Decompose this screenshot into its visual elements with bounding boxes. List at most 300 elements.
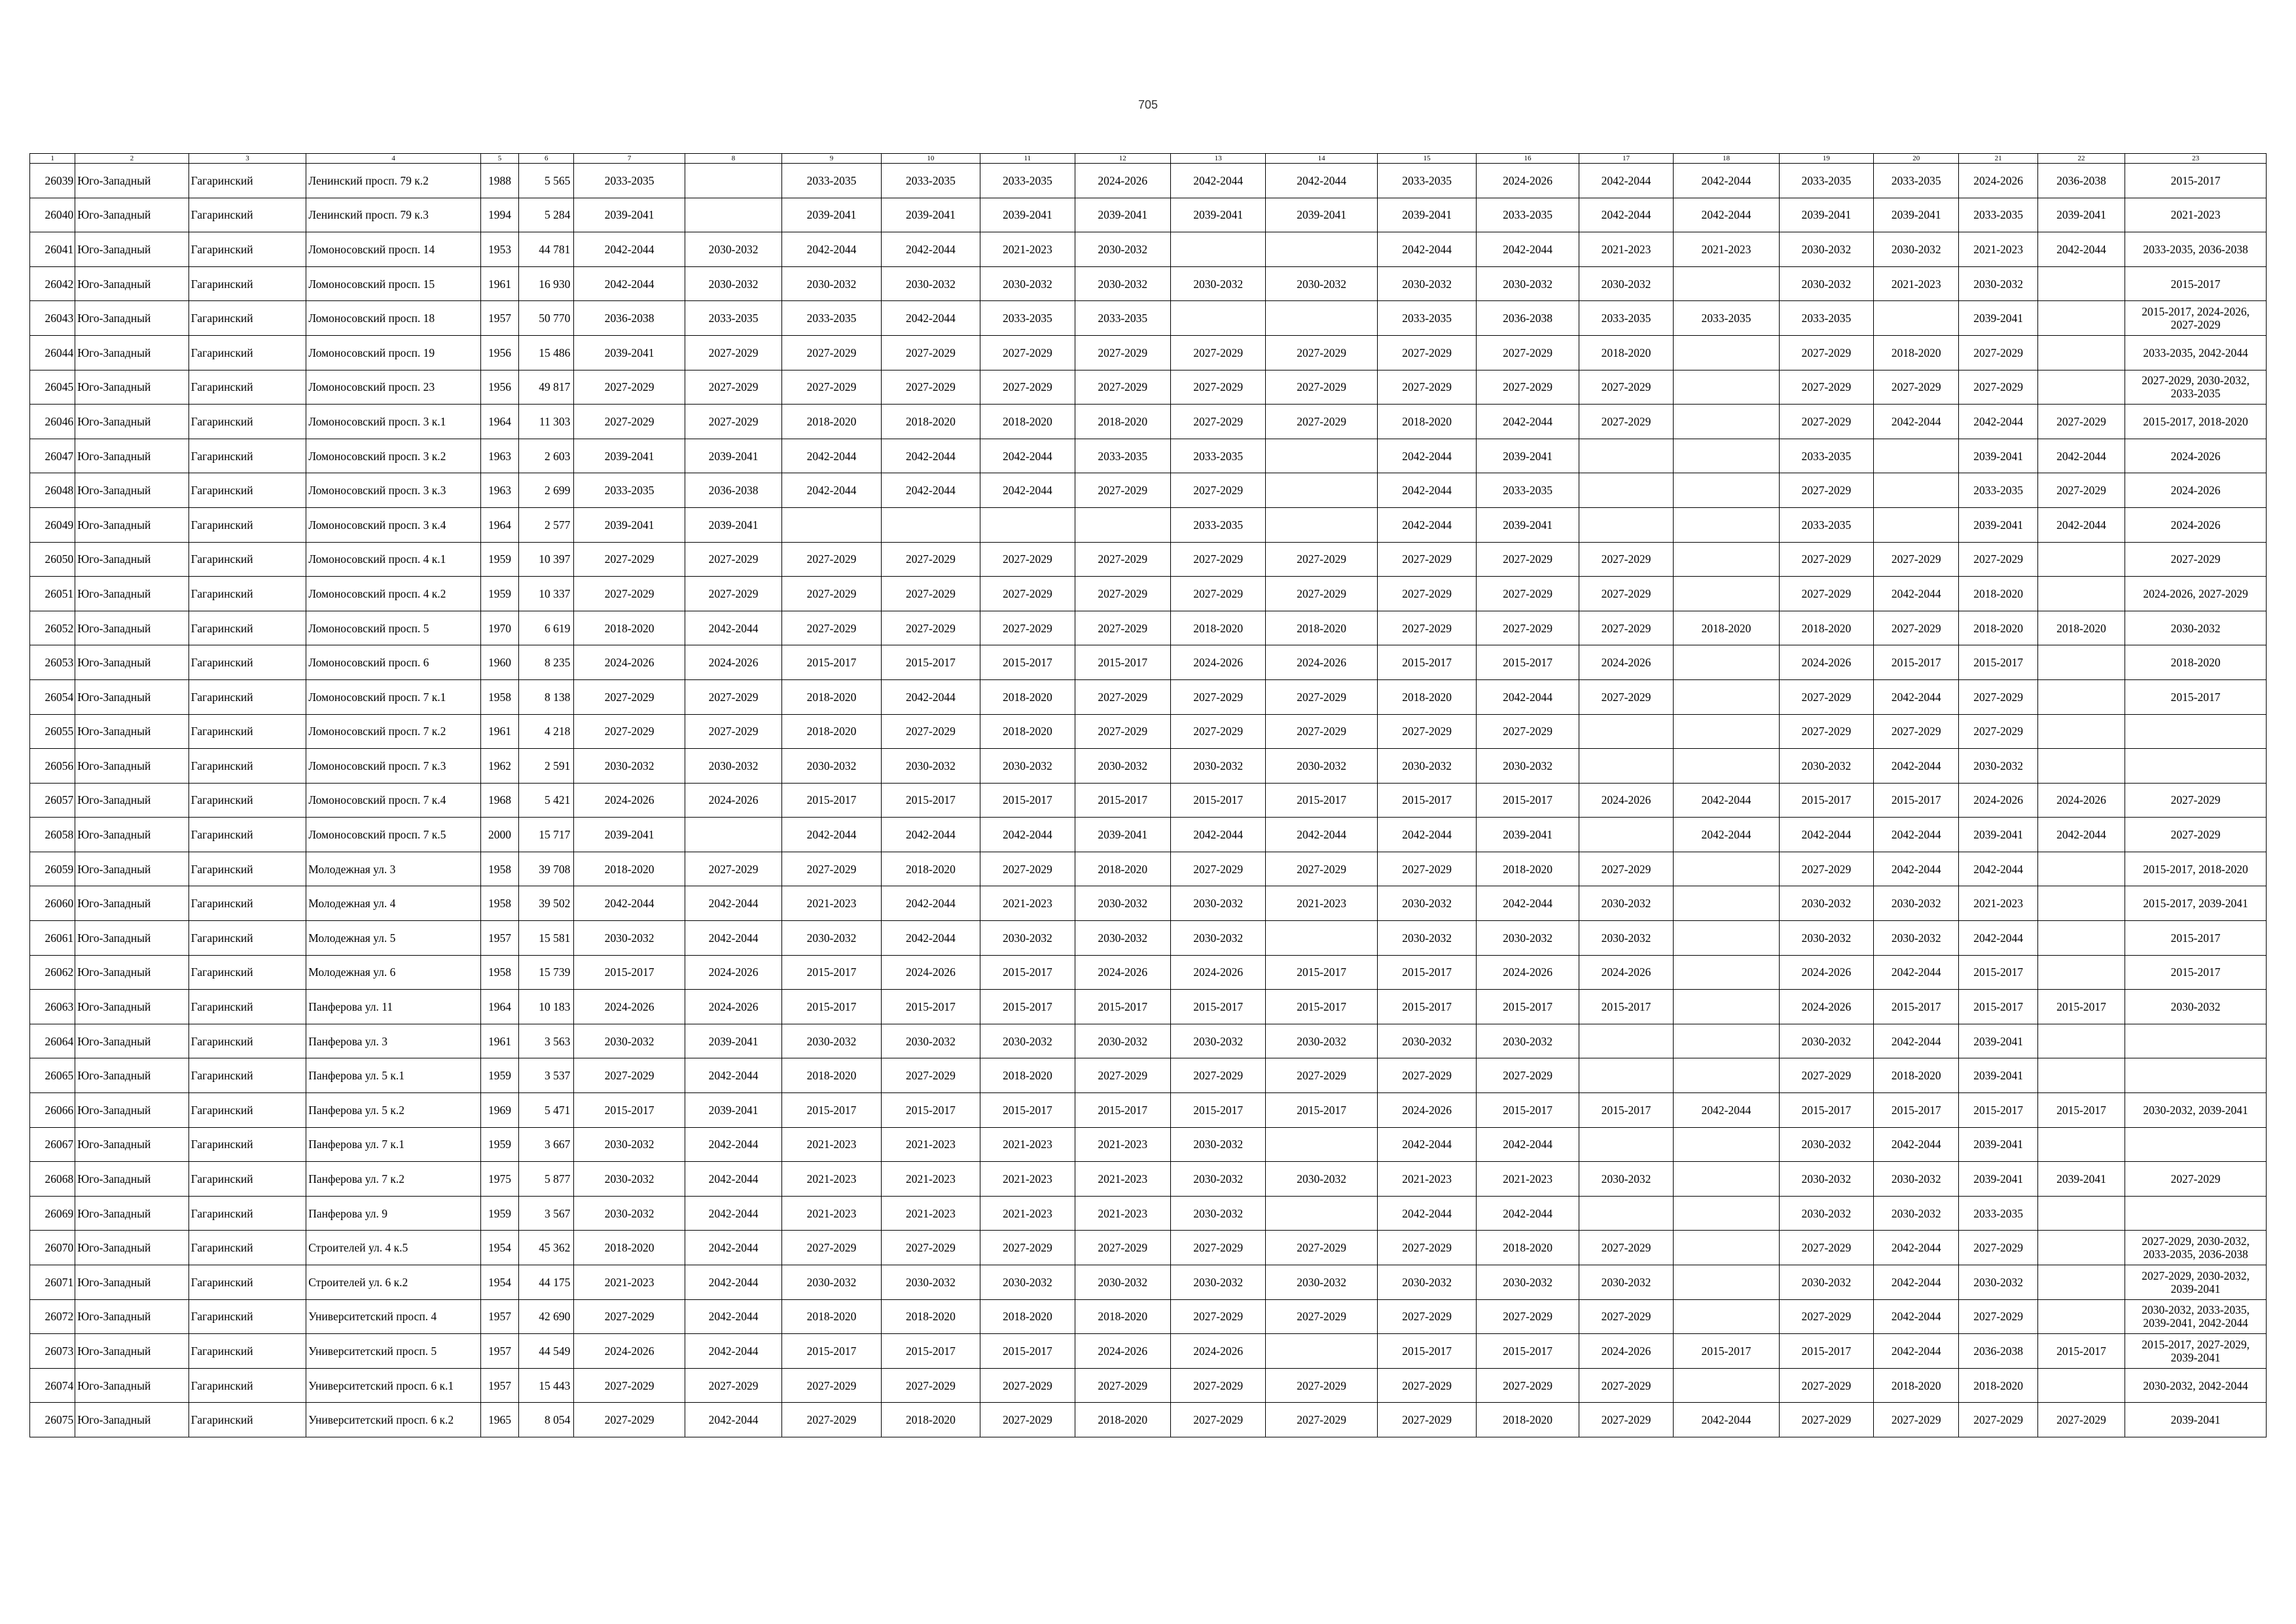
period-cell-col-11: 2021-2023: [980, 886, 1075, 921]
period-cell-col-14: 2027-2029: [1266, 714, 1377, 749]
address-cell: Университетский просп. 4: [306, 1299, 481, 1334]
period-cell-col-12: 2027-2029: [1075, 370, 1170, 405]
period-cell-col-18: [1674, 921, 1779, 956]
period-cell-col-21: 2021-2023: [1959, 886, 2037, 921]
period-cell-col-23: [2125, 1196, 2267, 1231]
period-cell-col-15: 2027-2029: [1377, 1058, 1476, 1093]
period-cell-col-19: 2039-2041: [1779, 198, 1873, 232]
period-cell-col-13: 2027-2029: [1170, 335, 1265, 370]
district-cell: Юго-Западный: [75, 370, 189, 405]
period-cell-col-18: [1674, 439, 1779, 473]
period-cell-col-9: 2027-2029: [782, 852, 881, 886]
period-cell-col-13: 2024-2026: [1170, 1334, 1265, 1369]
period-cell-col-11: 2027-2029: [980, 1231, 1075, 1265]
period-cell-col-19: 2030-2032: [1779, 886, 1873, 921]
district-cell: Юго-Западный: [75, 335, 189, 370]
period-cell-col-15: 2018-2020: [1377, 679, 1476, 714]
period-cell-col-10: 2021-2023: [881, 1196, 980, 1231]
table-row: [30, 679, 2267, 714]
record-id-cell: 26046: [30, 405, 75, 439]
period-cell-col-20: 2030-2032: [1874, 232, 1959, 267]
year-built-cell: 1958: [480, 852, 518, 886]
period-cell-col-16: 2018-2020: [1477, 852, 1579, 886]
period-cell-col-9: 2015-2017: [782, 645, 881, 680]
record-id-cell: 26056: [30, 749, 75, 784]
period-cell-col-13: 2039-2041: [1170, 198, 1265, 232]
period-cell-col-21: 2033-2035: [1959, 198, 2037, 232]
period-cell-col-19: 2030-2032: [1779, 1024, 1873, 1058]
address-cell: Ленинский просп. 79 к.3: [306, 198, 481, 232]
year-built-cell: 1959: [480, 542, 518, 577]
period-cell-col-15: 2027-2029: [1377, 852, 1476, 886]
column-number-2: 2: [75, 154, 189, 164]
year-built-cell: 1957: [480, 301, 518, 336]
column-number-10: 10: [881, 154, 980, 164]
area-cell: Гагаринский: [188, 473, 306, 508]
period-cell-col-22: 2042-2044: [2037, 507, 2125, 542]
floor-area-cell: 44 175: [519, 1265, 574, 1300]
period-cell-col-17: 2024-2026: [1579, 645, 1673, 680]
period-cell-col-21: 2015-2017: [1959, 645, 2037, 680]
period-cell-col-17: [1579, 473, 1673, 508]
period-cell-col-12: 2030-2032: [1075, 921, 1170, 956]
period-cell-col-18: 2042-2044: [1674, 198, 1779, 232]
period-cell-col-16: 2030-2032: [1477, 921, 1579, 956]
column-number-18: 18: [1674, 154, 1779, 164]
period-cell-col-16: 2027-2029: [1477, 370, 1579, 405]
address-cell: Молодежная ул. 3: [306, 852, 481, 886]
period-cell-col-8: 2030-2032: [685, 266, 781, 301]
period-cell-col-18: [1674, 645, 1779, 680]
period-cell-col-10: 2027-2029: [881, 335, 980, 370]
table-row: [30, 611, 2267, 645]
period-cell-col-13: 2030-2032: [1170, 749, 1265, 784]
period-cell-col-11: 2018-2020: [980, 1299, 1075, 1334]
period-cell-col-16: 2042-2044: [1477, 232, 1579, 267]
period-cell-col-16: 2015-2017: [1477, 1334, 1579, 1369]
period-cell-col-17: 2027-2029: [1579, 679, 1673, 714]
floor-area-cell: 2 577: [519, 507, 574, 542]
period-cell-col-21: 2042-2044: [1959, 852, 2037, 886]
period-cell-col-11: 2018-2020: [980, 405, 1075, 439]
area-cell: Гагаринский: [188, 645, 306, 680]
year-built-cell: 1963: [480, 439, 518, 473]
period-cell-col-9: 2015-2017: [782, 1334, 881, 1369]
period-cell-col-12: 2021-2023: [1075, 1162, 1170, 1197]
period-cell-col-13: 2015-2017: [1170, 1093, 1265, 1128]
district-cell: Юго-Западный: [75, 1334, 189, 1369]
period-cell-col-16: 2042-2044: [1477, 679, 1579, 714]
period-cell-col-12: [1075, 507, 1170, 542]
period-cell-col-20: 2042-2044: [1874, 818, 1959, 852]
period-cell-col-13: 2030-2032: [1170, 1162, 1265, 1197]
area-cell: Гагаринский: [188, 439, 306, 473]
period-cell-col-15: 2027-2029: [1377, 577, 1476, 611]
period-cell-col-10: 2030-2032: [881, 266, 980, 301]
address-cell: Университетский просп. 5: [306, 1334, 481, 1369]
period-cell-col-23: 2015-2017, 2018-2020: [2125, 405, 2267, 439]
district-cell: Юго-Западный: [75, 439, 189, 473]
floor-area-cell: 39 502: [519, 886, 574, 921]
period-cell-col-8: 2027-2029: [685, 577, 781, 611]
district-cell: Юго-Западный: [75, 818, 189, 852]
period-cell-col-18: [1674, 990, 1779, 1024]
year-built-cell: 1994: [480, 198, 518, 232]
period-cell-col-14: 2027-2029: [1266, 335, 1377, 370]
period-cell-col-12: 2024-2026: [1075, 955, 1170, 990]
period-cell-col-18: [1674, 335, 1779, 370]
period-cell-col-8: 2042-2044: [685, 1196, 781, 1231]
period-cell-col-7: 2027-2029: [574, 370, 685, 405]
period-cell-col-11: 2030-2032: [980, 1024, 1075, 1058]
period-cell-col-18: [1674, 679, 1779, 714]
period-cell-col-7: 2039-2041: [574, 439, 685, 473]
period-cell-col-8: 2027-2029: [685, 1368, 781, 1403]
period-cell-col-9: 2033-2035: [782, 164, 881, 198]
period-cell-col-11: 2015-2017: [980, 990, 1075, 1024]
period-cell-col-14: [1266, 301, 1377, 336]
district-cell: Юго-Западный: [75, 1231, 189, 1265]
area-cell: Гагаринский: [188, 370, 306, 405]
district-cell: Юго-Западный: [75, 1024, 189, 1058]
period-cell-col-22: 2024-2026: [2037, 783, 2125, 818]
table-row: [30, 1127, 2267, 1162]
district-cell: Юго-Западный: [75, 990, 189, 1024]
year-built-cell: 1954: [480, 1265, 518, 1300]
period-cell-col-22: [2037, 886, 2125, 921]
period-cell-col-15: 2027-2029: [1377, 1368, 1476, 1403]
period-cell-col-7: 2024-2026: [574, 990, 685, 1024]
period-cell-col-15: 2042-2044: [1377, 1127, 1476, 1162]
address-cell: Ломоносовский просп. 4 к.1: [306, 542, 481, 577]
period-cell-col-9: 2030-2032: [782, 921, 881, 956]
period-cell-col-19: 2027-2029: [1779, 370, 1873, 405]
record-id-cell: 26047: [30, 439, 75, 473]
period-cell-col-14: 2027-2029: [1266, 1403, 1377, 1437]
period-cell-col-13: 2015-2017: [1170, 990, 1265, 1024]
record-id-cell: 26068: [30, 1162, 75, 1197]
period-cell-col-16: 2027-2029: [1477, 611, 1579, 645]
address-cell: Панферова ул. 5 к.1: [306, 1058, 481, 1093]
period-cell-col-22: 2027-2029: [2037, 405, 2125, 439]
period-cell-col-17: 2015-2017: [1579, 1093, 1673, 1128]
period-cell-col-9: 2027-2029: [782, 542, 881, 577]
period-cell-col-14: 2015-2017: [1266, 990, 1377, 1024]
housing-repair-schedule-table: [29, 153, 2267, 1437]
floor-area-cell: 16 930: [519, 266, 574, 301]
district-cell: Юго-Западный: [75, 507, 189, 542]
period-cell-col-18: [1674, 1196, 1779, 1231]
period-cell-col-14: 2030-2032: [1266, 1024, 1377, 1058]
period-cell-col-22: [2037, 749, 2125, 784]
period-cell-col-17: 2027-2029: [1579, 1403, 1673, 1437]
area-cell: Гагаринский: [188, 1162, 306, 1197]
district-cell: Юго-Западный: [75, 301, 189, 336]
area-cell: Гагаринский: [188, 886, 306, 921]
period-cell-col-21: 2039-2041: [1959, 818, 2037, 852]
column-number-20: 20: [1874, 154, 1959, 164]
period-cell-col-14: 2015-2017: [1266, 1093, 1377, 1128]
address-cell: Ломоносовский просп. 3 к.4: [306, 507, 481, 542]
floor-area-cell: 50 770: [519, 301, 574, 336]
period-cell-col-13: 2027-2029: [1170, 1368, 1265, 1403]
period-cell-col-19: 2030-2032: [1779, 749, 1873, 784]
period-cell-col-12: 2021-2023: [1075, 1127, 1170, 1162]
period-cell-col-8: 2039-2041: [685, 507, 781, 542]
period-cell-col-17: 2030-2032: [1579, 921, 1673, 956]
period-cell-col-8: 2042-2044: [685, 611, 781, 645]
period-cell-col-21: 2030-2032: [1959, 749, 2037, 784]
floor-area-cell: 3 537: [519, 1058, 574, 1093]
column-number-4: 4: [306, 154, 481, 164]
period-cell-col-17: 2027-2029: [1579, 852, 1673, 886]
period-cell-col-14: [1266, 232, 1377, 267]
period-cell-col-12: 2018-2020: [1075, 1403, 1170, 1437]
period-cell-col-16: 2042-2044: [1477, 1196, 1579, 1231]
address-cell: Ломоносовский просп. 6: [306, 645, 481, 680]
column-number-1: 1: [30, 154, 75, 164]
period-cell-col-12: 2021-2023: [1075, 1196, 1170, 1231]
period-cell-col-19: 2030-2032: [1779, 1127, 1873, 1162]
period-cell-col-23: 2027-2029, 2030-2032, 2033-2035, 2036-2038: [2125, 1231, 2267, 1265]
area-cell: Гагаринский: [188, 232, 306, 267]
period-cell-col-10: 2039-2041: [881, 198, 980, 232]
record-id-cell: 26061: [30, 921, 75, 956]
district-cell: Юго-Западный: [75, 577, 189, 611]
period-cell-col-18: [1674, 1265, 1779, 1300]
year-built-cell: 1961: [480, 1024, 518, 1058]
period-cell-col-18: [1674, 1162, 1779, 1197]
floor-area-cell: 2 699: [519, 473, 574, 508]
period-cell-col-12: 2024-2026: [1075, 1334, 1170, 1369]
period-cell-col-19: 2015-2017: [1779, 783, 1873, 818]
period-cell-col-11: 2027-2029: [980, 577, 1075, 611]
period-cell-col-13: 2015-2017: [1170, 783, 1265, 818]
period-cell-col-8: 2042-2044: [685, 1162, 781, 1197]
year-built-cell: 1964: [480, 507, 518, 542]
period-cell-col-11: 2030-2032: [980, 921, 1075, 956]
floor-area-cell: 49 817: [519, 370, 574, 405]
period-cell-col-21: 2027-2029: [1959, 542, 2037, 577]
year-built-cell: 1959: [480, 1127, 518, 1162]
period-cell-col-8: 2039-2041: [685, 1093, 781, 1128]
period-cell-col-20: 2018-2020: [1874, 335, 1959, 370]
period-cell-col-18: [1674, 852, 1779, 886]
period-cell-col-8: 2027-2029: [685, 405, 781, 439]
table-row: [30, 164, 2267, 198]
period-cell-col-20: 2042-2044: [1874, 1127, 1959, 1162]
period-cell-col-19: 2030-2032: [1779, 921, 1873, 956]
period-cell-col-20: 2039-2041: [1874, 198, 1959, 232]
period-cell-col-14: 2027-2029: [1266, 852, 1377, 886]
floor-area-cell: 10 397: [519, 542, 574, 577]
period-cell-col-17: 2042-2044: [1579, 198, 1673, 232]
record-id-cell: 26039: [30, 164, 75, 198]
record-id-cell: 26073: [30, 1334, 75, 1369]
period-cell-col-13: 2030-2032: [1170, 886, 1265, 921]
period-cell-col-7: 2027-2029: [574, 1058, 685, 1093]
table-row: [30, 405, 2267, 439]
period-cell-col-17: 2027-2029: [1579, 1368, 1673, 1403]
period-cell-col-21: 2027-2029: [1959, 335, 2037, 370]
period-cell-col-14: 2024-2026: [1266, 645, 1377, 680]
area-cell: Гагаринский: [188, 783, 306, 818]
period-cell-col-17: [1579, 749, 1673, 784]
record-id-cell: 26063: [30, 990, 75, 1024]
period-cell-col-15: 2027-2029: [1377, 335, 1476, 370]
year-built-cell: 1959: [480, 1196, 518, 1231]
address-cell: Ломоносовский просп. 4 к.2: [306, 577, 481, 611]
floor-area-cell: 2 603: [519, 439, 574, 473]
period-cell-col-10: 2042-2044: [881, 818, 980, 852]
period-cell-col-20: [1874, 301, 1959, 336]
address-cell: Ломоносовский просп. 19: [306, 335, 481, 370]
period-cell-col-21: 2036-2038: [1959, 1334, 2037, 1369]
period-cell-col-19: 2027-2029: [1779, 1368, 1873, 1403]
area-cell: Гагаринский: [188, 507, 306, 542]
period-cell-col-21: 2039-2041: [1959, 1024, 2037, 1058]
period-cell-col-19: 2024-2026: [1779, 990, 1873, 1024]
period-cell-col-13: 2027-2029: [1170, 1058, 1265, 1093]
period-cell-col-7: 2015-2017: [574, 955, 685, 990]
period-cell-col-20: 2027-2029: [1874, 1403, 1959, 1437]
period-cell-col-23: [2125, 1058, 2267, 1093]
period-cell-col-9: 2027-2029: [782, 1403, 881, 1437]
period-cell-col-7: 2027-2029: [574, 1368, 685, 1403]
period-cell-col-14: [1266, 1196, 1377, 1231]
address-cell: Панферова ул. 3: [306, 1024, 481, 1058]
period-cell-col-12: 2027-2029: [1075, 473, 1170, 508]
period-cell-col-7: 2042-2044: [574, 266, 685, 301]
period-cell-col-18: 2033-2035: [1674, 301, 1779, 336]
table-row: [30, 1368, 2267, 1403]
area-cell: Гагаринский: [188, 1024, 306, 1058]
period-cell-col-23: 2033-2035, 2036-2038: [2125, 232, 2267, 267]
address-cell: Ломоносовский просп. 7 к.2: [306, 714, 481, 749]
floor-area-cell: 8 235: [519, 645, 574, 680]
period-cell-col-10: 2033-2035: [881, 164, 980, 198]
period-cell-col-14: 2021-2023: [1266, 886, 1377, 921]
period-cell-col-23: 2030-2032, 2039-2041: [2125, 1093, 2267, 1128]
period-cell-col-10: 2015-2017: [881, 990, 980, 1024]
period-cell-col-15: 2042-2044: [1377, 473, 1476, 508]
record-id-cell: 26064: [30, 1024, 75, 1058]
area-cell: Гагаринский: [188, 198, 306, 232]
period-cell-col-12: 2018-2020: [1075, 1299, 1170, 1334]
period-cell-col-18: [1674, 1368, 1779, 1403]
period-cell-col-8: 2027-2029: [685, 714, 781, 749]
district-cell: Юго-Западный: [75, 164, 189, 198]
period-cell-col-13: 2030-2032: [1170, 266, 1265, 301]
period-cell-col-21: 2027-2029: [1959, 370, 2037, 405]
period-cell-col-8: 2027-2029: [685, 679, 781, 714]
period-cell-col-18: 2042-2044: [1674, 164, 1779, 198]
address-cell: Ломоносовский просп. 18: [306, 301, 481, 336]
period-cell-col-19: 2030-2032: [1779, 266, 1873, 301]
period-cell-col-10: 2027-2029: [881, 542, 980, 577]
period-cell-col-18: 2042-2044: [1674, 1403, 1779, 1437]
period-cell-col-22: [2037, 266, 2125, 301]
record-id-cell: 26051: [30, 577, 75, 611]
period-cell-col-7: 2039-2041: [574, 818, 685, 852]
period-cell-col-12: 2015-2017: [1075, 645, 1170, 680]
address-cell: Строителей ул. 4 к.5: [306, 1231, 481, 1265]
period-cell-col-23: 2021-2023: [2125, 198, 2267, 232]
period-cell-col-15: 2030-2032: [1377, 1265, 1476, 1300]
period-cell-col-20: 2015-2017: [1874, 990, 1959, 1024]
table-row: [30, 507, 2267, 542]
address-cell: Ломоносовский просп. 23: [306, 370, 481, 405]
period-cell-col-10: 2030-2032: [881, 1265, 980, 1300]
period-cell-col-17: [1579, 714, 1673, 749]
period-cell-col-7: 2018-2020: [574, 1231, 685, 1265]
period-cell-col-17: 2030-2032: [1579, 886, 1673, 921]
period-cell-col-11: 2027-2029: [980, 852, 1075, 886]
period-cell-col-9: 2030-2032: [782, 1265, 881, 1300]
period-cell-col-17: 2027-2029: [1579, 405, 1673, 439]
column-number-14: 14: [1266, 154, 1377, 164]
district-cell: Юго-Западный: [75, 1058, 189, 1093]
period-cell-col-22: [2037, 921, 2125, 956]
table-row: [30, 1093, 2267, 1128]
column-number-19: 19: [1779, 154, 1873, 164]
period-cell-col-20: 2027-2029: [1874, 370, 1959, 405]
column-number-22: 22: [2037, 154, 2125, 164]
period-cell-col-19: 2027-2029: [1779, 852, 1873, 886]
period-cell-col-9: 2015-2017: [782, 1093, 881, 1128]
period-cell-col-16: 2039-2041: [1477, 439, 1579, 473]
period-cell-col-15: 2027-2029: [1377, 1299, 1476, 1334]
period-cell-col-8: 2027-2029: [685, 335, 781, 370]
period-cell-col-10: 2042-2044: [881, 301, 980, 336]
period-cell-col-12: 2015-2017: [1075, 1093, 1170, 1128]
floor-area-cell: 5 877: [519, 1162, 574, 1197]
period-cell-col-13: 2027-2029: [1170, 852, 1265, 886]
area-cell: Гагаринский: [188, 714, 306, 749]
period-cell-col-9: 2015-2017: [782, 990, 881, 1024]
period-cell-col-20: 2015-2017: [1874, 645, 1959, 680]
period-cell-col-13: 2024-2026: [1170, 955, 1265, 990]
period-cell-col-19: 2027-2029: [1779, 1403, 1873, 1437]
period-cell-col-17: [1579, 1127, 1673, 1162]
district-cell: Юго-Западный: [75, 1162, 189, 1197]
period-cell-col-14: 2027-2029: [1266, 1231, 1377, 1265]
period-cell-col-9: 2015-2017: [782, 783, 881, 818]
record-id-cell: 26067: [30, 1127, 75, 1162]
period-cell-col-19: 2027-2029: [1779, 714, 1873, 749]
period-cell-col-14: 2027-2029: [1266, 1058, 1377, 1093]
period-cell-col-14: 2018-2020: [1266, 611, 1377, 645]
period-cell-col-18: [1674, 1024, 1779, 1058]
district-cell: Юго-Западный: [75, 714, 189, 749]
table-row: [30, 714, 2267, 749]
period-cell-col-23: 2033-2035, 2042-2044: [2125, 335, 2267, 370]
period-cell-col-11: 2018-2020: [980, 714, 1075, 749]
period-cell-col-17: [1579, 439, 1673, 473]
period-cell-col-7: 2024-2026: [574, 783, 685, 818]
period-cell-col-12: 2018-2020: [1075, 852, 1170, 886]
period-cell-col-14: 2027-2029: [1266, 542, 1377, 577]
floor-area-cell: 15 486: [519, 335, 574, 370]
period-cell-col-13: 2027-2029: [1170, 714, 1265, 749]
period-cell-col-8: 2027-2029: [685, 852, 781, 886]
district-cell: Юго-Западный: [75, 198, 189, 232]
period-cell-col-16: 2018-2020: [1477, 1403, 1579, 1437]
period-cell-col-21: 2039-2041: [1959, 1162, 2037, 1197]
period-cell-col-20: 2042-2044: [1874, 679, 1959, 714]
period-cell-col-7: 2018-2020: [574, 611, 685, 645]
address-cell: Панферова ул. 7 к.2: [306, 1162, 481, 1197]
